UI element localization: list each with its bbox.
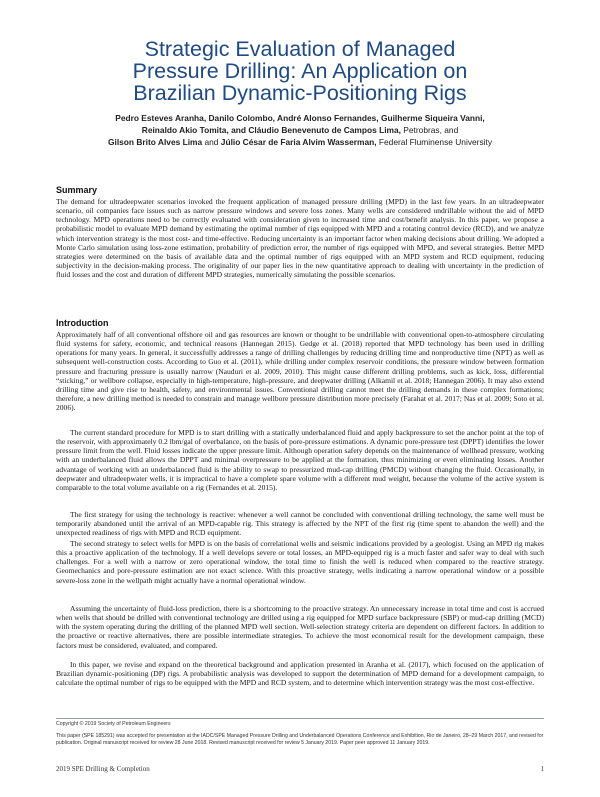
author-names: Júlio César de Faria Alvim Wasserman,	[220, 137, 377, 147]
author-names: and Cláudio Benevenuto de Campos Lima,	[231, 125, 401, 135]
author-block	[60, 112, 540, 148]
footnote-divider	[56, 718, 544, 719]
title-line: Strategic Evaluation of Managed	[144, 37, 456, 61]
author-names: Reinaldo Akio Tomita,	[141, 125, 229, 135]
author-line	[60, 136, 540, 148]
introduction-heading: Introduction	[56, 318, 109, 328]
author-line	[60, 124, 540, 136]
author-names: Gilson Brito Alves Lima	[107, 137, 203, 147]
title-line: Brazilian Dynamic-Positioning Rigs	[133, 81, 467, 105]
author-conjunction: and	[204, 137, 219, 147]
copyright-notice: Copyright © 2019 Society of Petroleum Engineers	[56, 721, 171, 727]
intro-paragraph: The first strategy for using the technology is reactive: whenever a well cannot be concluded with conventional drilling technology, the same well must be temporarily abandoned until the arrival of an MPD-capable rig. This strategy is affected by the NPT of the first rig (time spent to abandon the well) and the unexpected readiness of rigs with MPD and RCD equipment.	[56, 510, 544, 538]
intro-paragraph: Approximately half of all conventional offshore oil and gas resources are known or thought to be undrillable with conventional open-to-atmosphere circulating fluid systems for safety, economic, and technical reasons (Hannegan 2015). Gedge et al. (2018) reported that MPD technology has been used in drilling operations for many years. In general, it successfully addresses a range of drilling challenges by reducing drilling time and nonproductive time (NPT) as well as subsequent well-construction costs. According to Guo et al. (2011), while drilling under complex reservoir conditions, the pressure window between formation pressure and fracturing pressure is usually narrow (Nauduri et al. 2009, 2010). This might cause different drilling problems, such as kick, loss, differential “sticking,” or wellbore collapse, especially in high-temperature, high-pressure, and deepwater drilling (Alkamil et al. 2018; Hannegan 2006). It may also extend drilling time and give rise to health, safety, and environmental issues. Conventional drilling cannot meet the drilling demands in these complex formations; therefore, a new drilling method is needed to constrain and manage wellbore pressure distribution more precisely (Farahat et al. 2017; Nas et al. 2009; Soto et al. 2006).	[56, 330, 544, 413]
paper-title	[60, 38, 540, 104]
author-affiliation: Petrobras, and	[403, 125, 459, 135]
intro-paragraph: The current standard procedure for MPD is to start drilling with a statically underbalanced fluid and apply backpressure to set the anchor point at the top of the reservoir, with approximately 0.2 lbm/gal of overbalance, on the basis of pore-pressure estimations. A dynamic pore-pressure test (DPPT) identifies the lower pressure limit from the well. Fluid losses indicate the upper pressure limit. Although operation safety depends on the maintenance of wellhead pressure, working with an underbalanced fluid allows the DPPT and minimal overpressure to be applied at the formation, thus minimizing or even eliminating losses. Another advantage of working with an underbalanced fluid is the ability to swap to pressurized mud-cap drilling (PMCD) without changing the fluid. Occasionally, in deepwater and ultradeepwater wells, it is impractical to have a complete spare volume with a different mud weight, because the volume of the active system is comparable to the total volume available on a rig (Fernandes et al. 2015).	[56, 428, 544, 492]
author-line	[60, 112, 540, 124]
intro-paragraph: The second strategy to select wells for MPD is on the basis of correlational wells and seismic indications provided by a geologist. Using an MPD rig makes this a proactive application of the technology. If a well develops severe or total losses, an MPD-equipped rig is a much faster and safer way to deal with such challenges. For a well with a narrow or zero operational window, the total time to finish the well is reduced when compared to the reactive strategy. Geomechanics and pore-pressure estimation are not exact science. With this proactive strategy, wells indicating a narrow operational window or a possible severe-loss zone in the wellpath might actually have a normal operational window.	[56, 539, 544, 585]
title-line: Pressure Drilling: An Application on	[132, 59, 468, 83]
page-number: 1	[540, 765, 544, 773]
paper-history-note: This paper (SPE 185291) was accepted for presentation at the IADC/SPE Managed Pressure Drilling and Underbalanced Operations Conference and Exhibition, Rio de Janeiro, 28–29 March 2017, and revised for publication. Original manuscript received for review 28 June 2018. Revised manuscript received for review 5 January 2019. Paper peer approved 11 January 2019.	[56, 733, 544, 746]
summary-text: The demand for ultradeepwater scenarios invoked the frequent application of managed pressure drilling (MPD) in the last few years. In an ultradeepwater scenario, oil companies face issues such as narrow pressure windows and severe loss zones. Many wells are considered undrillable without the aid of MPD technology. MPD operations need to be correctly evaluated with consideration given to increased time and cost/benefit analysis. In this paper, we propose a probabilistic model to evaluate MPD demand by estimating the optimal number of rigs equipped with MPD and a rotating control device (RCD), and we analyze which intervention strategy is the most cost- and time-effective. Reducing uncertainty is an important factor when making decisions about drilling. We adopted a Monte Carlo simulation using loss-zone estimation, probability of prediction error, the number of rigs equipped with MPD, and several strategies. Better MPD strategies were determined on the basis of available data and the optimal number of rigs equipped with an MPD system and RCD equipment, reducing subjectivity in the decision-making process. The originality of our paper lies in the new quantitative approach to dealing with uncertainty in the prediction of fluid losses and the cost and duration of different MPD strategies, numerically simulating the possible scenarios.	[56, 197, 544, 280]
intro-paragraph: Assuming the uncertainty of fluid-loss prediction, there is a shortcoming to the proactive strategy. An unnecessary increase in total time and cost is accrued when wells that should be drilled with conventional technology are drilled using a rig equipped for MPD surface backpressure (SBP) or mud-cap drilling (MCD) with the system operating during the drilling of the planned MPD well section. Well-selection strategy criteria are dependent on different factors. In addition to the proactive or reactive alternatives, there are possible intermediate strategies. To achieve the most economical result for the development campaign, these factors must be considered, evaluated, and compared.	[56, 604, 544, 650]
intro-paragraph: In this paper, we revise and expand on the theoretical background and application presented in Aranha et al. (2017), which focused on the application of Brazilian dynamic-positioning (DP) rigs. A probabilistic analysis was developed to support the determination of MPD demand for a development campaign, to calculate the optimal number of rigs to be equipped with the MPD and RCD system, and to determine which intervention strategy was the most cost-effective.	[56, 660, 544, 688]
author-affiliation: Federal Fluminense University	[378, 137, 493, 147]
summary-heading: Summary	[56, 185, 98, 195]
journal-name: 2019 SPE Drilling & Completion	[56, 765, 150, 773]
author-names: Pedro Esteves Aranha, Danilo Colombo, André Alonso Fernandes, Guilherme Siqueira Vanni,	[115, 113, 485, 123]
